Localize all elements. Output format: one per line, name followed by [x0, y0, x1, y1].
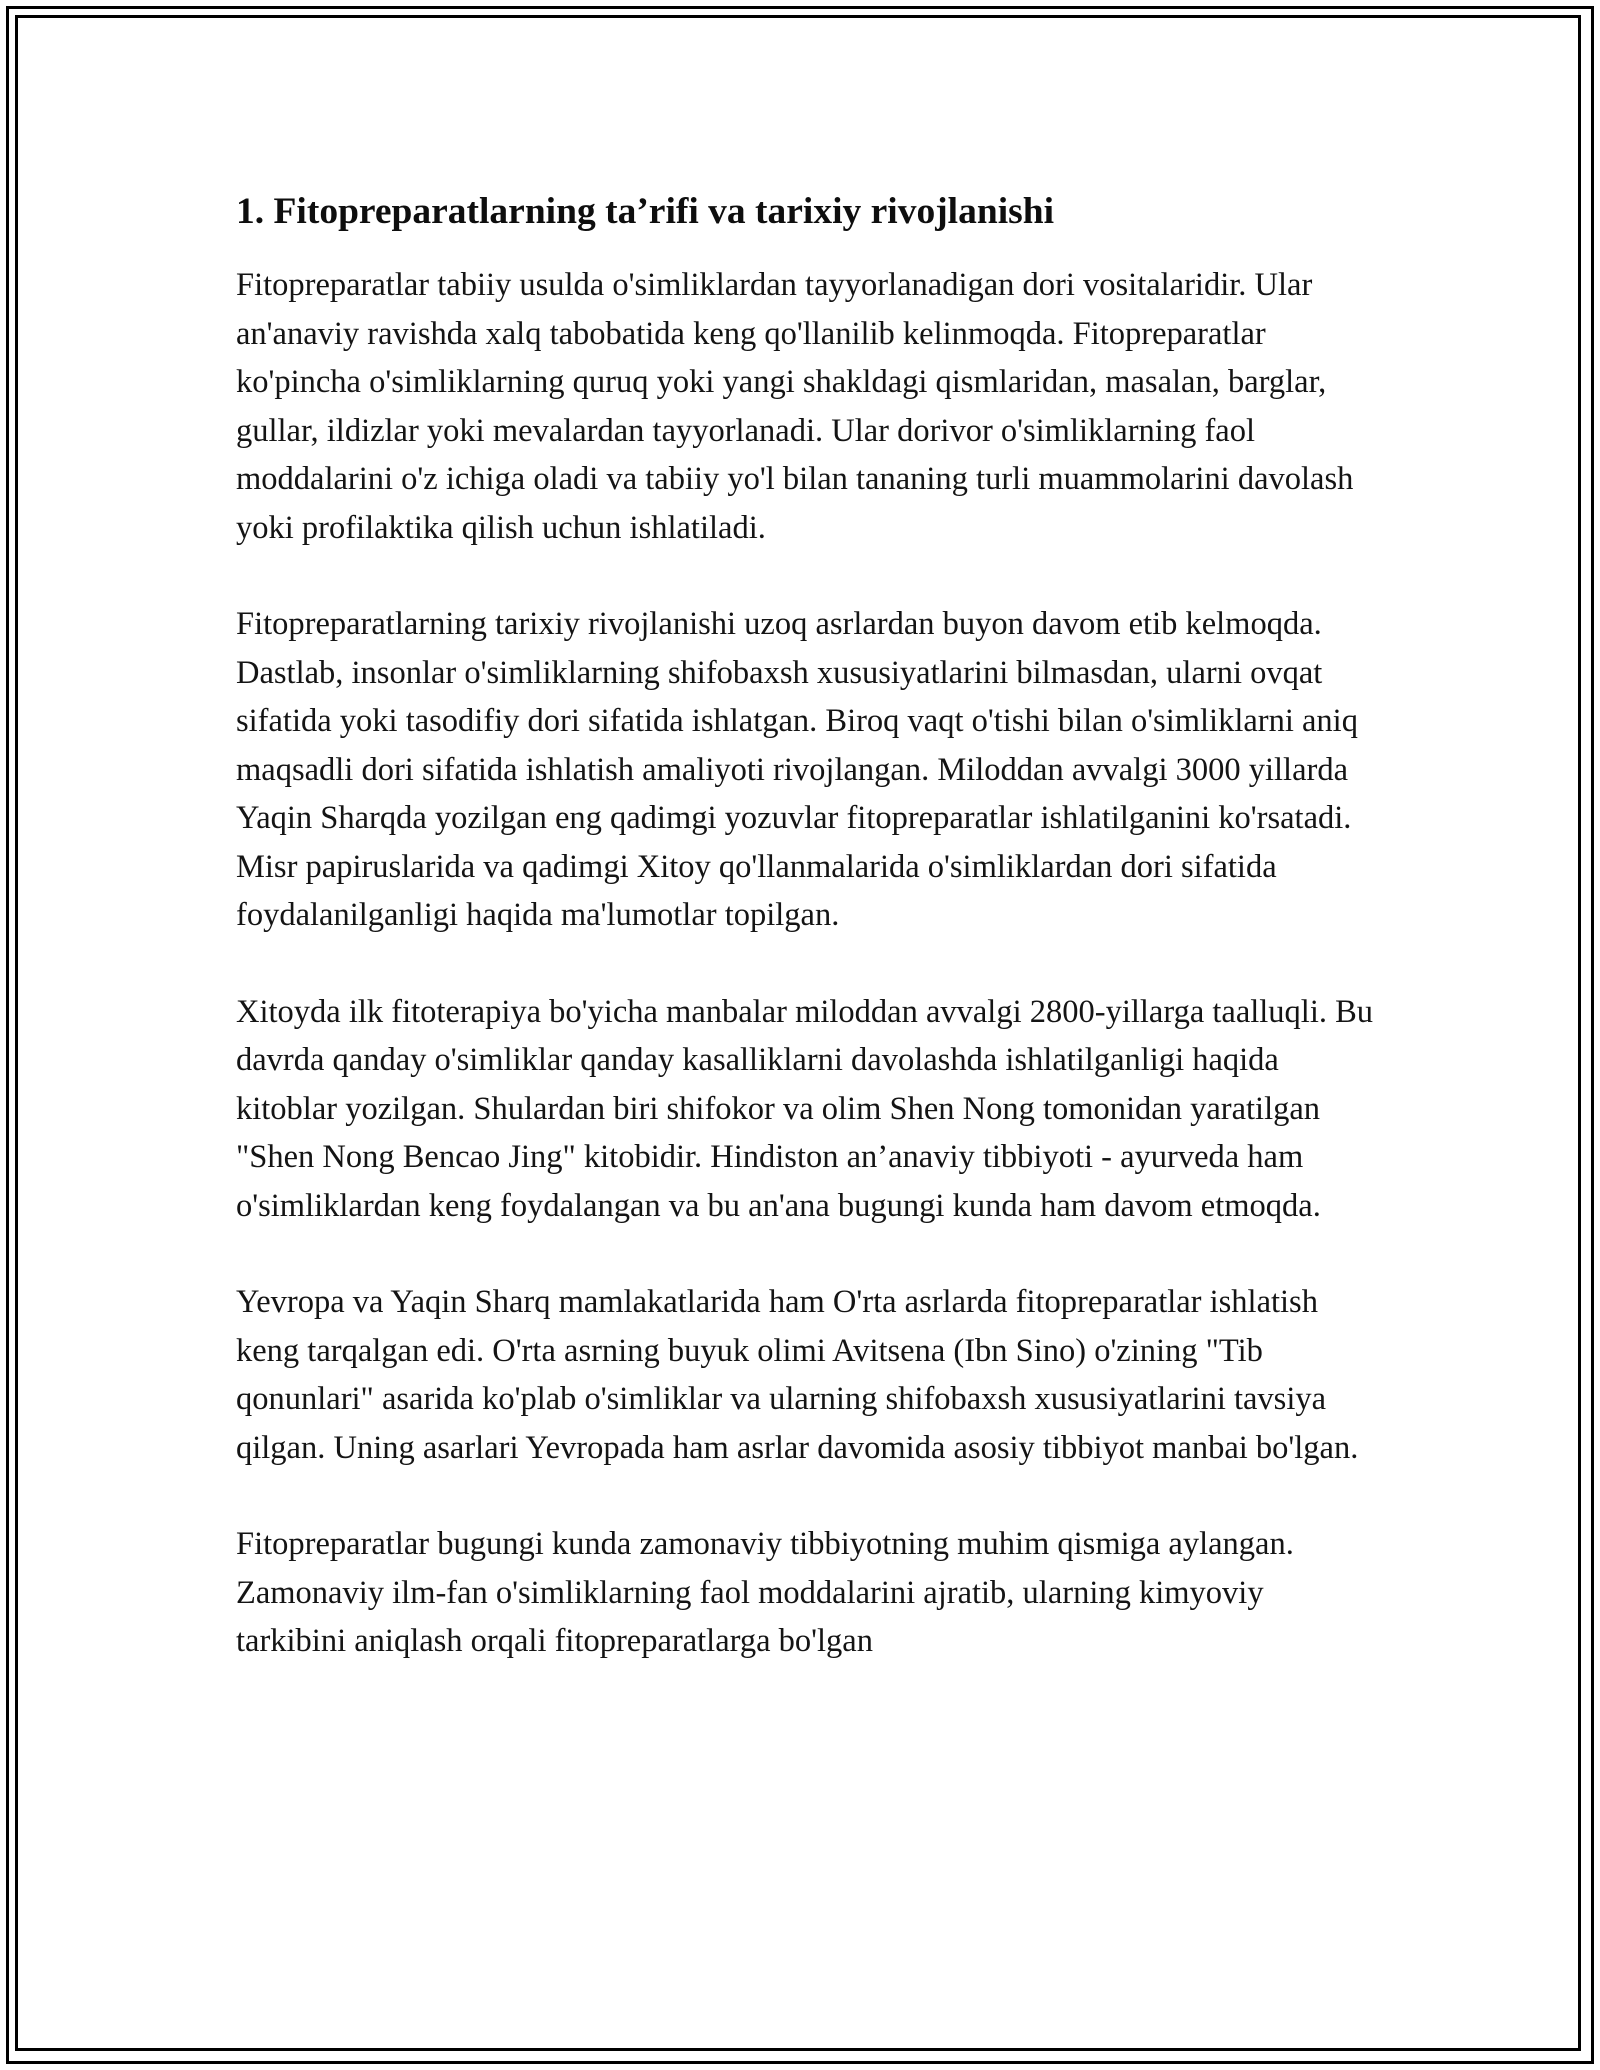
paragraph-modern-medicine: Fitopreparatlar bugungi kunda zamonaviy tibbiyotning muhim qismiga aylangan. Zamonaviy ilm-fan o'simliklarning faol moddalarini ajratib, ularning kimyoviy tarkibini aniqlash orqali fitopreparatlarga bo'lgan [236, 1526, 1294, 1659]
section-heading: 1. Fitopreparatlarning ta’rifi va tarixiy rivojlanishi [236, 191, 1054, 232]
paragraph-definition: Fitopreparatlar tabiiy usulda o'simliklardan tayyorlanadigan dori vositalaridir. Ular an'anaviy ravishda xalq tabobatida keng qo'llanilib kelinmoqda. Fitopreparatlar ko'pincha o'simliklarning quruq yoki yangi shakldagi qismlaridan, masalan, barglar, gullar, ildizlar yoki mevalardan tayyorlanadi. Ular dorivor o'simliklarning faol moddalarini o'z ichiga oladi va tabiiy yo'l bilan tananing turli muammolarini davolash yoki profilaktika qilish uchun ishlatiladi. [236, 267, 1354, 546]
paragraph-history: Fitopreparatlarning tarixiy rivojlanishi uzoq asrlardan buyon davom etib kelmoqda. Dastlab, insonlar o'simliklarning shifobaxsh xususiyatlarini bilmasdan, ularni ovqat sifatida yoki tasodifiy dori sifatida ishlatgan. Biroq vaqt o'tishi bilan o'simliklarni aniq maqsadli dori sifatida ishlatish amaliyoti rivojlangan. Miloddan avvalgi 3000 yillarda Yaqin Sharqda yozilgan eng qadimgi yozuvlar fitopreparatlar ishlatilganini ko'rsatadi. Misr papiruslarida va qadimgi Xitoy qo'llanmalarida o'simliklardan dori sifatida foydalanilganligi haqida ma'lumotlar topilgan. [236, 606, 1358, 933]
paragraph-china-india: Xitoyda ilk fitoterapiya bo'yicha manbalar miloddan avvalgi 2800-yillarga taalluqli. Bu davrda qanday o'simliklar qanday kasalliklarni davolashda ishlatilganligi haqida kitoblar yozilgan. Shulardan biri shifokor va olim Shen Nong tomonidan yaratilgan "Shen Nong Bencao Jing" kitobidir. Hindiston an’anaviy tibbiyoti - ayurveda ham o'simliklardan keng foydalangan va bu an'ana bugungi kunda ham davom etmoqda. [236, 993, 1374, 1224]
document-body [236, 188, 1376, 1714]
paragraph-europe-middle-east: Yevropa va Yaqin Sharq mamlakatlarida ham O'rta asrlarda fitopreparatlar ishlatish keng tarqalgan edi. O'rta asrning buyuk olimi Avitsena (Ibn Sino) o'zining "Tib qonunlari" asarida ko'plab o'simliklar va ularning shifobaxsh xususiyatlarini tavsiya qilgan. Uning asarlari Yevropada ham asrlar davomida asosiy tibbiyot manbai bo'lgan. [236, 1284, 1359, 1466]
